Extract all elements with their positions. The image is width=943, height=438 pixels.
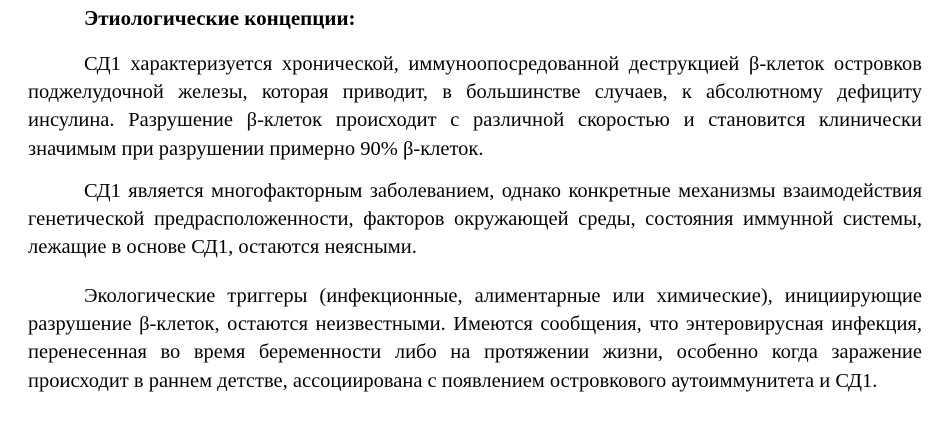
section-heading: Этиологические концепции: xyxy=(84,6,356,30)
paragraph-2: СД1 является многофакторным заболеванием, однако конкретные механизмы взаимодействия генетической предрасположенности, факторов окружающей среды, состояния иммунной системы, лежащие в основе СД1, остаются неясными. xyxy=(28,180,922,259)
paragraph-1: СД1 характеризуется хронической, иммуноопосредованной деструкцией β-клеток островков поджелудочной железы, которая приводит, в большинстве случаев, к абсолютному дефициту инсулина. Разрушение β-клеток происходит с различной скоростью и становится клинически значимым при разрушении примерно 90% β-клеток. xyxy=(28,53,922,160)
paragraph-3: Экологические триггеры (инфекционные, алиментарные или химические), инициирующие разрушение β-клеток, остаются неизвестными. Имеются сообщения, что энтеровирусная инфекция, перенесенная во время беременности либо на протяжении жизни, особенно когда заражение происходит в раннем детстве, ассоциирована с появлением островкового аутоиммунитета и СД1. xyxy=(28,285,922,392)
